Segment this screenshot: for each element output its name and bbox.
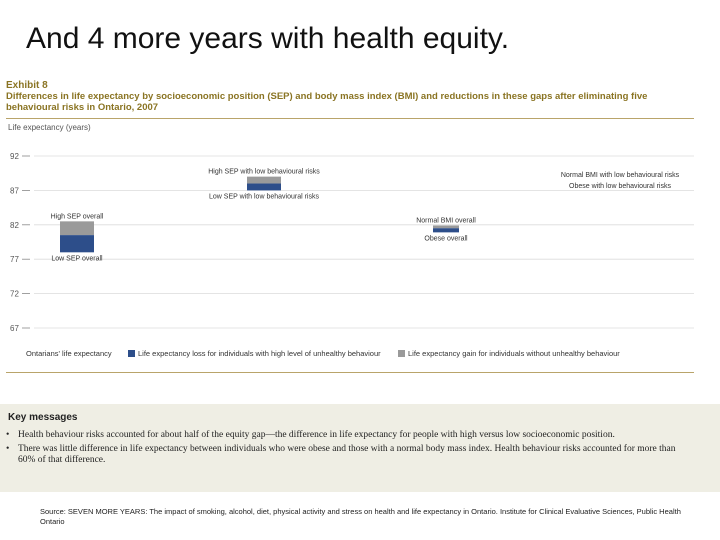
key-messages-list <box>6 430 686 469</box>
y-tick-label: 77 <box>10 255 19 265</box>
key-message-item <box>6 444 686 467</box>
y-tick-label: 82 <box>10 220 19 230</box>
bar-label-top: High SEP overall <box>50 213 104 221</box>
y-tick-label: 67 <box>10 324 19 333</box>
bar-label-bottom: Low SEP with low behavioural risks <box>209 193 319 201</box>
legend-label: Life expectancy gain for individuals without unhealthy behaviour <box>408 349 620 358</box>
exhibit-label: Exhibit 8 <box>6 80 48 91</box>
key-message-text: There was little difference in life expectancy between individuals who were obese and those with a normal body mass index. Health behaviour risks accounted for more than 60% of that difference. <box>18 443 676 465</box>
legend-swatch <box>398 350 405 357</box>
key-messages-box <box>0 404 720 492</box>
gain-bar <box>433 225 459 228</box>
legend-label: Ontarians' life expectancy <box>26 349 112 358</box>
key-message-text: Health behaviour risks accounted for about half of the equity gap—the difference in life expectancy for people with high versus low socioeconomic position. <box>18 430 615 440</box>
key-message-item <box>6 430 686 442</box>
source-note: Source: SEVEN MORE YEARS: The impact of smoking, alcohol, diet, physical activity and stress on health and life expectancy in Ontario. Institute for Clinical Evaluative Sciences, Public Health Ontario <box>40 507 681 526</box>
chart-divider <box>6 372 694 373</box>
legend-layer <box>26 349 620 358</box>
exhibit-title: Differences in life expectancy by socioeconomic position (SEP) and body mass index (BMI) and reductions in these gaps after eliminating five behavioural risks in Ontario, 2007 <box>6 91 648 113</box>
bar-label-top: Normal BMI with low behavioural risks <box>560 172 680 180</box>
life-expectancy-chart <box>0 118 720 372</box>
y-tick-label: 92 <box>10 152 19 161</box>
y-tick-label: 87 <box>10 186 19 196</box>
legend-label: Life expectancy loss for individuals with high level of unhealthy behaviour <box>138 349 381 358</box>
y-tick-label: 72 <box>10 289 19 299</box>
slide-title: And 4 more years with health equity. <box>26 22 510 55</box>
bar-label-bottom: Obese overall <box>424 235 468 243</box>
grid-layer <box>10 152 694 333</box>
bar-label-bottom: Low SEP overall <box>51 255 103 263</box>
loss-bar <box>433 228 459 232</box>
bullet-mark: • <box>6 443 10 454</box>
gain-bar <box>60 221 94 235</box>
gain-bar <box>247 177 281 184</box>
legend-swatch <box>128 350 135 357</box>
bullet-mark: • <box>6 430 10 440</box>
loss-bar <box>247 184 281 191</box>
bars-layer <box>51 169 680 263</box>
key-messages-title: Key messages <box>8 412 78 423</box>
bar-label-bottom: Obese with low behavioural risks <box>569 183 671 191</box>
y-axis-label: Life expectancy (years) <box>8 123 91 132</box>
bar-label-top: High SEP with low behavioural risks <box>208 168 320 176</box>
exhibit-header <box>6 80 706 113</box>
bar-label-top: Normal BMI overall <box>416 217 476 225</box>
loss-bar <box>60 235 94 252</box>
